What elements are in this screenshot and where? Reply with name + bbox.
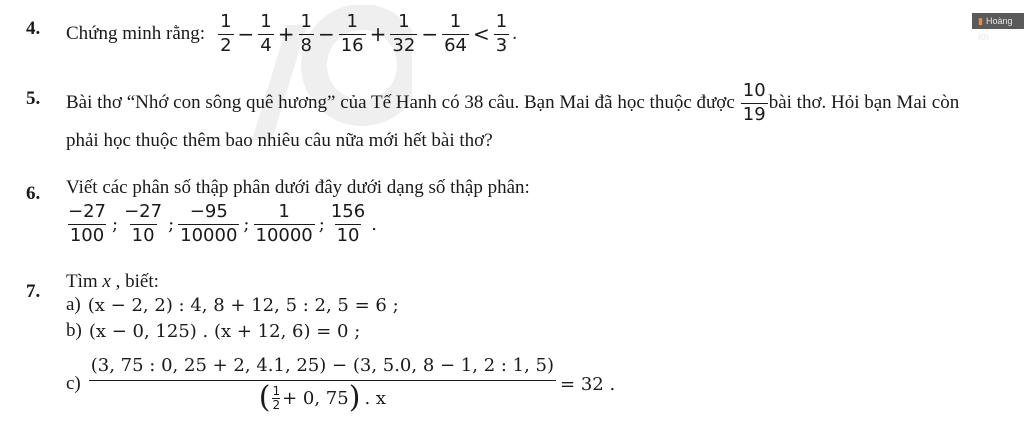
fraction-denominator: 10000 [255, 224, 313, 246]
problem-6-fraction [254, 200, 315, 246]
fraction-numerator: 1 [449, 10, 462, 32]
fraction-denominator: 10 [336, 224, 360, 246]
problem-4-term-fraction [218, 10, 233, 56]
problem-5-line-2: phải học thuộc thêm bao nhiêu câu nữa mới hết bài thơ? [66, 130, 493, 151]
fraction-numerator: 1 [260, 10, 272, 32]
fraction-numerator: −27 [68, 200, 106, 222]
paren-close: ) [348, 380, 361, 415]
fraction-numerator: 1 [278, 200, 290, 222]
problem-7-intro [66, 271, 159, 293]
problem-6-number: 6. [26, 183, 41, 204]
problem-7a-expression: (x − 2, 2) : 4, 8 + 12, 5 : 2, 5 = 6 ; [87, 294, 399, 316]
problem-4-expression [215, 10, 472, 56]
fraction-denominator: 3 [495, 34, 508, 56]
problem-7b [66, 320, 360, 342]
fraction-denominator: 2 [220, 34, 232, 56]
problem-4-term-fraction [442, 10, 469, 56]
problem-7a [66, 294, 399, 316]
microphone-icon: ▮ [978, 16, 983, 26]
problem-7-number: 7. [26, 281, 41, 302]
fraction-numerator: −27 [124, 200, 163, 222]
problem-4-term-fraction [339, 10, 366, 56]
problem-7c-denominator-tail: . x [364, 387, 387, 409]
operator-sign: + [277, 22, 295, 46]
problem-7c-fraction [89, 355, 556, 413]
operator-sign: − [421, 22, 439, 46]
problem-4-rhs-fraction [494, 10, 509, 56]
fraction-numerator: 10 [742, 79, 766, 101]
problem-4-term-fraction [299, 10, 314, 56]
problem-6-text: Viết các phân số thập phân dưới đây dưới dạng số thập phân: [66, 177, 530, 198]
end-period: . [371, 213, 377, 235]
fraction-denominator: 10000 [180, 224, 238, 246]
fraction-denominator: 100 [69, 224, 105, 246]
separator: ; [168, 213, 175, 235]
fraction-denominator: 4 [260, 34, 272, 56]
problem-4-number: 4. [26, 18, 41, 39]
fraction-numerator: −95 [189, 200, 228, 222]
operator-sign: + [369, 22, 387, 46]
problem-6-fractions [62, 200, 377, 248]
problem-4-term-fraction [390, 10, 417, 56]
problem-7c-label: c) [66, 373, 81, 394]
separator: ; [243, 213, 250, 235]
problem-6-fraction [122, 200, 164, 246]
problem-7b-label: b) [66, 320, 82, 341]
problem-7-intro-text: Tìm [66, 271, 98, 292]
fraction-denominator: 16 [340, 34, 364, 56]
problem-7a-label: a) [66, 294, 81, 315]
problem-7-variable: x [102, 271, 111, 292]
problem-6-fraction [66, 200, 108, 246]
problem-7b-expression: (x − 0, 125) . (x + 12, 6) = 0 ; [88, 320, 361, 342]
operator-sign: − [237, 22, 255, 46]
badge-user-name: Hoàng Kh [978, 16, 1013, 42]
paren-open: ( [258, 380, 271, 415]
problem-7c-denominator-rest: + 0, 75 [282, 387, 349, 409]
fraction-denominator: 10 [131, 224, 155, 246]
problem-5-text-after: bài thơ. Hỏi bạn Mai còn [768, 92, 960, 113]
problem-7c-rhs: = 32 . [560, 373, 616, 395]
fraction-numerator: 1 [272, 383, 281, 398]
fraction-numerator: 156 [330, 200, 366, 222]
fraction-numerator: 1 [495, 10, 508, 32]
problem-4-line [66, 10, 517, 58]
problem-7c-denominator [89, 380, 556, 413]
operator-sign: − [317, 22, 335, 46]
separator: ; [112, 213, 119, 235]
fraction-numerator: 1 [398, 10, 410, 32]
problem-4-relation: < [472, 22, 490, 46]
problem-5-text-before: Bài thơ “Nhớ con sông quê hương” của Tế Hanh có 38 câu. Bạn Mai đã học thuộc được [66, 92, 735, 113]
problem-5-number: 5. [26, 88, 41, 109]
user-name-badge [972, 13, 1024, 42]
fraction-numerator: 1 [300, 10, 312, 32]
problem-4-text: Chứng minh rằng: [66, 23, 206, 44]
problem-7-intro-text-2: , biết: [115, 271, 159, 292]
half-fraction [272, 385, 280, 411]
problem-6-fraction [178, 200, 239, 246]
problem-5-line-1 [66, 80, 959, 126]
fraction-denominator: 8 [300, 34, 312, 56]
fraction-denominator: 19 [742, 103, 766, 125]
separator: ; [318, 213, 325, 235]
fraction-numerator: 1 [220, 10, 232, 32]
fraction-denominator: 64 [444, 34, 467, 56]
problem-7c [66, 344, 615, 424]
problem-5-fraction [741, 79, 768, 125]
fraction-denominator: 32 [392, 34, 416, 56]
problem-6-fraction [329, 200, 367, 246]
fraction-numerator: 1 [346, 10, 358, 32]
problem-4-end: . [512, 23, 517, 44]
problem-7c-numerator: (3, 75 : 0, 25 + 2, 4.1, 25) − (3, 5.0, 8 − 1, 2 : 1, 5) [90, 355, 555, 376]
problem-4-term-fraction [258, 10, 273, 56]
fraction-denominator: 2 [272, 397, 281, 412]
